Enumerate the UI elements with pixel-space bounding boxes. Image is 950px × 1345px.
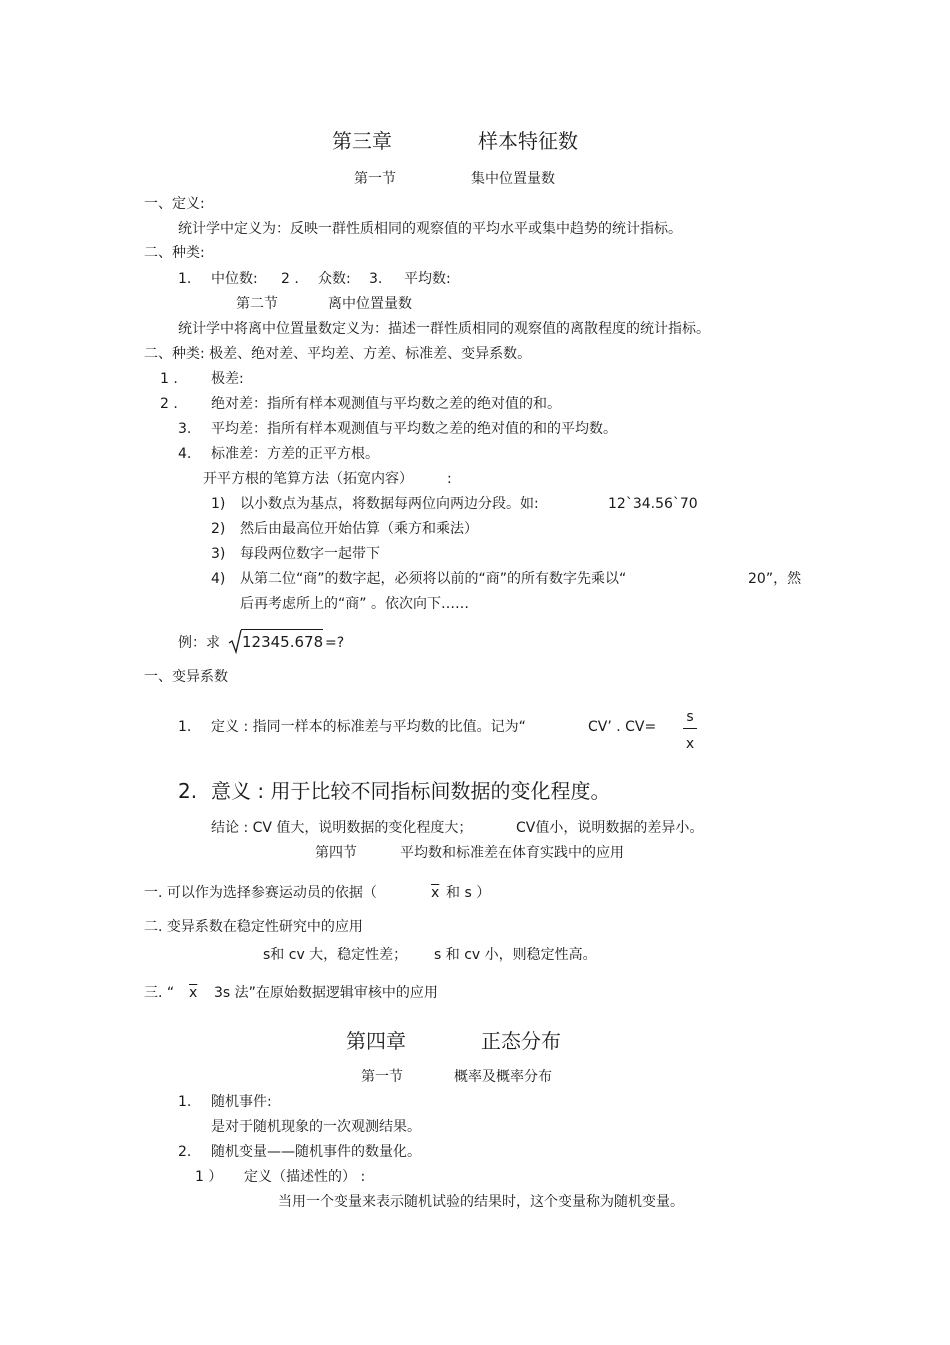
list-item-text: 平均差：指所有样本观测值与平均数之差的绝对值的和的平均数。: [211, 421, 617, 437]
sqrt-method-heading: 开平方根的笔算方法（拓宽内容）: [203, 471, 413, 487]
radical-icon: [228, 628, 242, 654]
step-text: 然后由最高位开始估算（乘方和乘法）: [240, 521, 478, 537]
meaning-text: 意义 : 用于比较不同指标间数据的变化程度。: [211, 779, 611, 803]
sub-item-description: 当用一个变量来表示随机试验的结果时，这个变量称为随机变量。: [278, 1194, 684, 1210]
step-example-number: 12`34.56`70: [608, 496, 698, 512]
example-equals: =?: [325, 635, 345, 651]
kinds-item-label: 众数:: [318, 271, 351, 287]
cv-fraction-denominator: x: [685, 736, 695, 752]
step-text: 从第二位“商”的数字起，必须将以前的“商”的所有数字先乘以“: [240, 571, 627, 587]
item-text: 随机变量——随机事件的数量化。: [211, 1144, 421, 1160]
fraction-bar: [683, 728, 697, 729]
kinds-item-num: 2 .: [281, 271, 299, 287]
list-item-number: 1 .: [160, 371, 178, 387]
item-description: 是对于随机现象的一次观测结果。: [211, 1119, 421, 1135]
chapter-title: 正态分布: [481, 1029, 561, 1053]
step-continuation: 后再考虑所上的“商” 。依次向下……: [240, 596, 469, 612]
conclusion-part-a: 结论 : CV 值大，说明数据的变化程度大；: [211, 820, 473, 836]
list-item-text: 极差:: [211, 371, 244, 387]
meaning-number: 2.: [178, 779, 198, 803]
conclusion-part-b: CV值小，说明数据的差异小。: [516, 820, 704, 836]
item-number: 1.: [178, 1094, 192, 1110]
step-text: 以小数点为基点，将数据每两位向两边分段。如:: [240, 496, 539, 512]
item-number: 2.: [178, 1144, 192, 1160]
cv-fraction-numerator: s: [686, 709, 694, 725]
application-2-text: 二. 变异系数在稳定性研究中的应用: [144, 919, 363, 935]
kinds-list: 二、种类: 极差、绝对差、平均差、方差、标准差、变异系数。: [144, 346, 532, 362]
section-title: 概率及概率分布: [454, 1069, 552, 1085]
section-number: 第二节: [236, 296, 278, 312]
kinds-heading: 二、种类:: [144, 245, 205, 261]
cv-def-number: 1.: [178, 719, 192, 735]
cv-def-text: 定义 : 指同一样本的标准差与平均数的比值。记为“: [211, 719, 526, 735]
cv-heading: 一、变异系数: [144, 669, 228, 685]
step-number: 3): [211, 546, 226, 562]
list-item-number: 4.: [178, 446, 192, 462]
step-number: 1): [211, 496, 226, 512]
section-title: 平均数和标准差在体育实践中的应用: [400, 845, 624, 861]
cv-formula-label: CV’ . CV=: [588, 719, 657, 735]
section-number: 第四节: [315, 845, 357, 861]
example-number: 12345.678: [242, 633, 324, 651]
step-number: 4): [211, 571, 226, 587]
section-title: 集中位置量数: [471, 171, 555, 187]
kinds-item-label: 平均数:: [404, 271, 451, 287]
kinds-item-num: 3.: [369, 271, 383, 287]
list-item-text: 绝对差：指所有样本观测值与平均数之差的绝对值的和。: [211, 396, 561, 412]
sub-item-text: 定义（描述性的） :: [244, 1169, 366, 1185]
application-2-detail-b: s 和 cv 小，则稳定性高。: [434, 947, 597, 963]
application-3-text: 三. “: [144, 985, 175, 1001]
chapter-title: 样本特征数: [478, 129, 578, 153]
radical-bar: [241, 629, 323, 630]
list-item-text: 标准差：方差的正平方根。: [211, 446, 379, 462]
example-label: 例：求: [178, 635, 220, 651]
sqrt-method-colon: :: [447, 471, 452, 487]
chapter-number: 第三章: [332, 129, 392, 153]
step-text-tail: 20”，然: [748, 571, 802, 587]
kinds-item-label: 中位数:: [211, 271, 258, 287]
step-text: 每段两位数字一起带下: [240, 546, 380, 562]
list-item-number: 3.: [178, 421, 192, 437]
section-number: 第一节: [361, 1069, 403, 1085]
mean-symbol: $\overline{x}$: [431, 885, 440, 901]
mean-symbol: $\overline{x}$: [189, 985, 198, 1001]
item-text: 随机事件:: [211, 1094, 272, 1110]
sub-item-number: 1 ）: [195, 1169, 223, 1185]
list-item-number: 2 .: [160, 396, 178, 412]
step-number: 2): [211, 521, 226, 537]
application-3-tail: 3s 法”在原始数据逻辑审核中的应用: [214, 985, 438, 1001]
chapter-number: 第四章: [346, 1029, 406, 1053]
section-definition: 统计学中将离中位置量数定义为：描述一群性质相同的观察值的离散程度的统计指标。: [178, 321, 710, 337]
section-title: 离中位置量数: [328, 296, 412, 312]
application-1-tail: 和 s ）: [446, 885, 491, 901]
definition-heading: 一、定义:: [144, 196, 205, 212]
application-2-detail-a: s和 cv 大，稳定性差；: [263, 947, 408, 963]
definition-text: 统计学中定义为：反映一群性质相同的观察值的平均水平或集中趋势的统计指标。: [178, 221, 682, 237]
application-1-text: 一. 可以作为选择参赛运动员的依据（: [144, 885, 377, 901]
section-number: 第一节: [354, 171, 396, 187]
kinds-item-num: 1.: [178, 271, 192, 287]
